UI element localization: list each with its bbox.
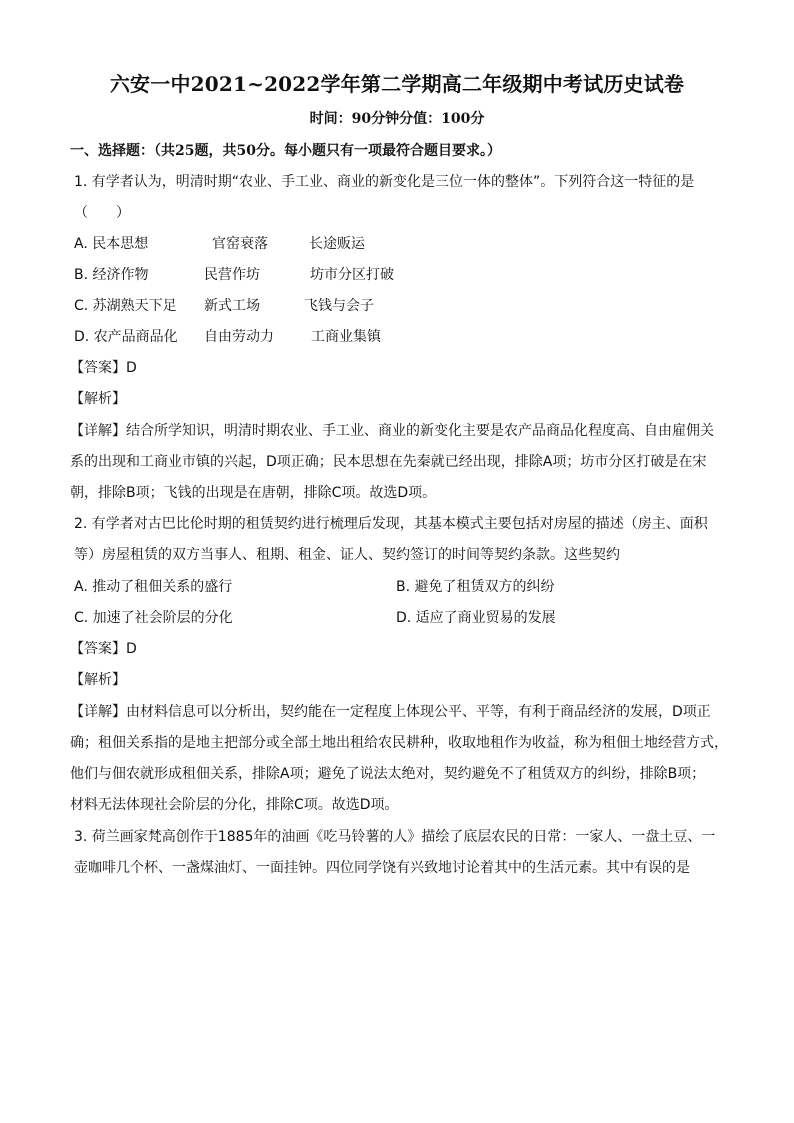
q1-analysis-label: 【解析】 xyxy=(70,391,126,407)
q1-option-c-2: 新式工场 xyxy=(204,298,260,314)
section-heading: 一、选择题：（共25题，共50分。每小题只有一项最符合题目要求。） xyxy=(70,143,501,159)
q1-option-d-2: 自由劳动力 xyxy=(204,329,274,345)
q2-stem-line1: 2. 有学者对古巴比伦时期的租赁契约进行梳理后发现，其基本模式主要包括对房屋的描述（房主、面积 xyxy=(74,516,708,532)
q1-option-a-3: 长途贩运 xyxy=(309,236,365,252)
q1-option-a-2: 官窑衰落 xyxy=(212,236,268,252)
q1-detail-line2: 系的出现和工商业市镇的兴起，D项正确；民本思想在先秦就已经出现，排除A项；坊市分区打破是在宋 xyxy=(70,454,707,470)
q1-option-b-2: 民营作坊 xyxy=(204,267,260,283)
q2-option-b: B. 避免了租赁双方的纠纷 xyxy=(396,579,555,595)
q1-option-a-1: A. 民本思想 xyxy=(74,236,149,252)
q3-stem-line1: 3. 荷兰画家梵高创作于1885年的油画《吃马铃薯的人》描绘了底层农民的日常：一家人、一盘土豆、一 xyxy=(74,829,716,845)
q2-stem-line2: 等）房屋租赁的双方当事人、租期、租金、证人、契约签订的时间等契约条款。这些契约 xyxy=(74,547,620,563)
q1-option-d-3: 工商业集镇 xyxy=(311,329,381,345)
q1-option-b-1: B. 经济作物 xyxy=(74,267,149,283)
q2-detail-line1: 【详解】由材料信息可以分析出，契约能在一定程度上体现公平、平等，有利于商品经济的发展，D项正 xyxy=(70,704,711,720)
q2-detail-line2: 确；租佃关系指的是地主把部分或全部土地出租给农民耕种，收取地租作为收益，称为租佃土地经营方式， xyxy=(70,735,728,751)
q1-option-b-3: 坊市分区打破 xyxy=(310,267,394,283)
q2-answer: 【答案】D xyxy=(70,641,137,657)
q2-detail-line4: 材料无法体现社会阶层的分化，排除C项。故选D项。 xyxy=(70,797,399,813)
q1-option-c-3: 飞钱与会子 xyxy=(304,298,374,314)
q1-stem-line2: （ ） xyxy=(74,205,130,221)
q1-option-c-1: C. 苏湖熟天下足 xyxy=(74,298,177,314)
q1-detail-line1: 【详解】结合所学知识，明清时期农业、手工业、商业的新变化主要是农产品商品化程度高、自由雇佣关 xyxy=(70,423,714,439)
q3-stem-line2: 壶咖啡几个杯、一盏煤油灯、一面挂钟。四位同学饶有兴致地讨论着其中的生活元素。其中有误的是 xyxy=(74,860,690,876)
q2-analysis-label: 【解析】 xyxy=(70,672,126,688)
exam-title: 六安一中2021~2022学年第二学期高二年级期中考试历史试卷 xyxy=(109,72,685,96)
exam-time-score: 时间：90分钟分值：100分 xyxy=(309,111,485,127)
q2-option-c: C. 加速了社会阶层的分化 xyxy=(74,610,233,626)
q1-option-d-1: D. 农产品商品化 xyxy=(74,329,178,345)
q2-detail-line3: 他们与佃农就形成租佃关系，排除A项；避免了说法太绝对，契约避免不了租赁双方的纠纷，排除B项； xyxy=(70,766,706,782)
q2-option-a: A. 推动了租佃关系的盛行 xyxy=(74,579,233,595)
q1-stem-line1: 1. 有学者认为，明清时期“农业、手工业、商业的新变化是三位一体的整体”。下列符合这一特征的是 xyxy=(74,174,695,190)
q1-detail-line3: 朝，排除B项；飞钱的出现是在唐朝，排除C项。故选D项。 xyxy=(70,485,437,501)
q2-option-d: D. 适应了商业贸易的发展 xyxy=(396,610,556,626)
q1-answer: 【答案】D xyxy=(70,360,137,376)
